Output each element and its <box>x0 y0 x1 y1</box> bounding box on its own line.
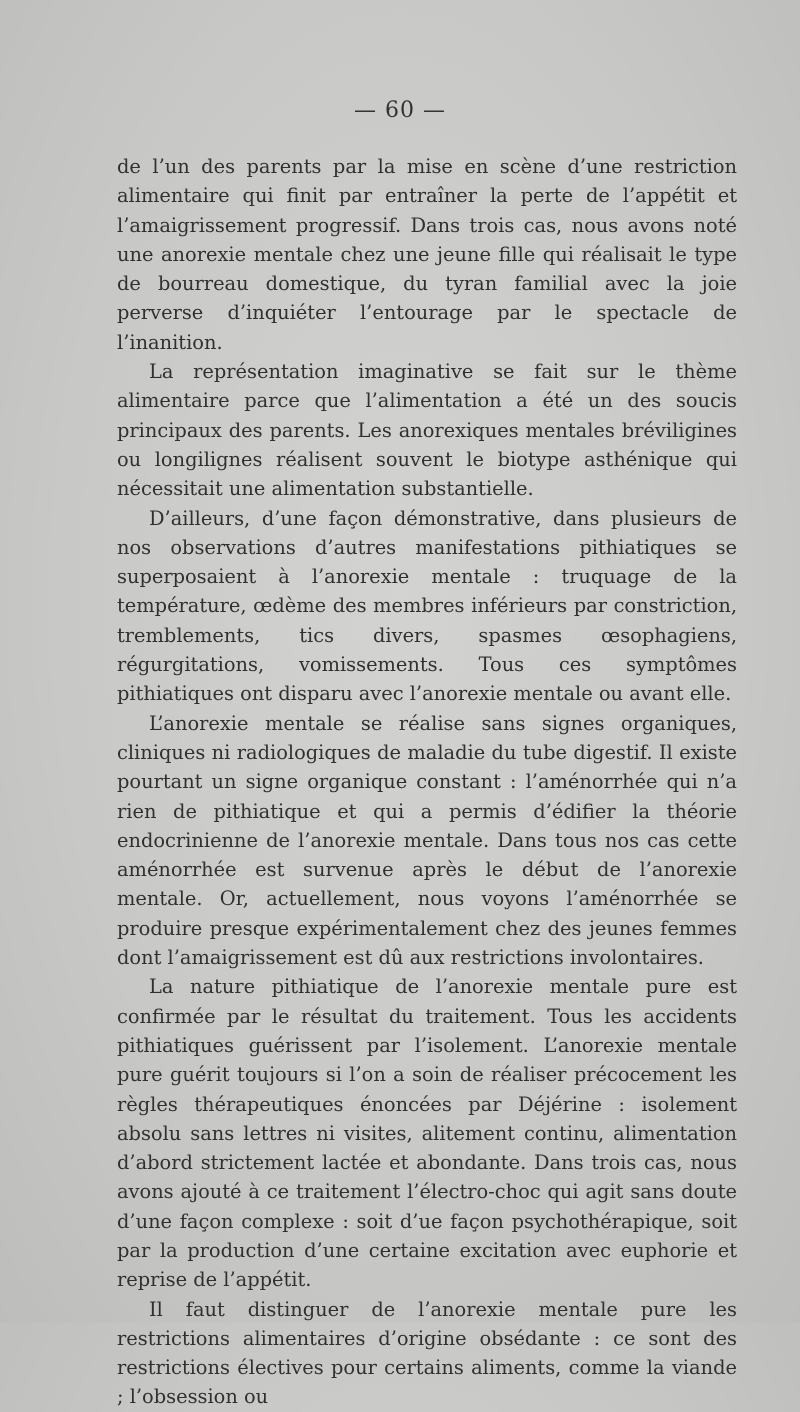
paragraph-continuation: de l’un des parents par la mise en scène d’une restriction alimentaire qui finit par entraîner la perte de l’appétit et l’amaigrissement progressif. Dans trois cas, nous avons noté une anorexie mentale chez une jeune fille qui réalisait le type de bourreau domestique, du tyran familial avec la joie perverse d’inquiéter l’entourage par le spectacle de l’inanition. <box>117 155 737 354</box>
paragraph-treatment: La nature pithiatique de l’anorexie mentale pure est confirmée par le résultat du traitement. Tous les accidents pithiatiques guérissent par l’isolement. L’anorexie mentale pure guérit toujours si l’on a soin de réaliser précocement les règles thérapeutiques énoncées par Déjérine : isolement absolu sans lettres ni visites, alitement continu, alimentation d’abord strictement lactée et abondante. Dans trois cas, nous avons ajouté à ce traitement l’électro-choc qui agit sans doute d’une façon complexe : soit d’ue façon psychothérapique, soit par la production d’une certaine excitation avec euphorie et reprise de l’appétit. <box>117 975 737 1292</box>
paragraph-amenorrhea: L’anorexie mentale se réalise sans signes organiques, cliniques ni radiologiques de maladie du tube digestif. Il existe pourtant un signe organique constant : l’aménorrhée qui n’a rien de pithiatique et qui a permis d’édifier la théorie endocrinienne de l’anorexie mentale. Dans tous nos cas cette aménorrhée est survenue après le début de l’anorexie mentale. Or, actuellement, nous voyons l’aménorrhée se produire presque expérimentalement chez des jeunes femmes dont l’amaigrissement est dû aux restrictions involontaires. <box>117 711 737 970</box>
paragraph-manifestations: D’ailleurs, d’une façon démonstrative, dans plusieurs de nos observations d’autres manifestations pithiatiques se superposaient à l’anorexie mentale : truquage de la température, œdème des membres inférieurs par constriction, tremblements, tics divers, spasmes œsophagiens, régurgitations, vomissements. Tous ces symptômes pithiatiques ont disparu avec l’anorexie mentale ou avant elle. <box>117 506 737 706</box>
page-number: — 60 — <box>354 98 446 123</box>
paragraph-obsessive-restrictions: Il faut distinguer de l’anorexie mentale pure les restrictions alimentaires d’origine obsédante : ce sont des restrictions électives pour certains aliments, comme la viande ; l’obsession ou <box>117 1297 737 1409</box>
body-text <box>117 152 737 1412</box>
paragraph-representation: La représentation imaginative se fait sur le thème alimentaire parce que l’alimentation a été un des soucis principaux des parents. Les anorexiques mentales bréviligines ou longilignes réalisent souvent le biotype asthénique qui nécessitait une alimentation substantielle. <box>117 360 737 501</box>
